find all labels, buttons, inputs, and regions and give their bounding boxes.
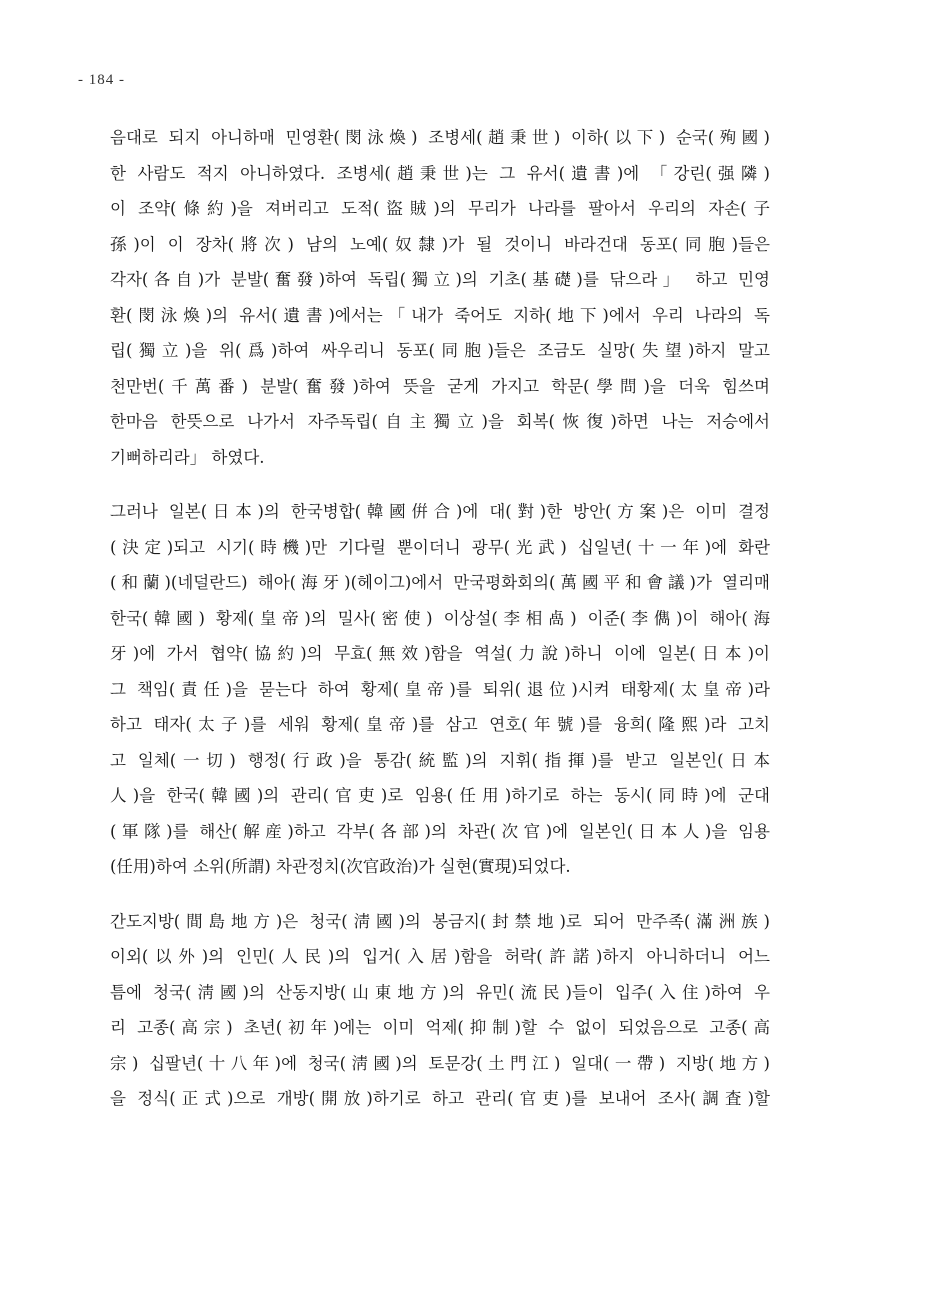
- text-line: 한마음 한뜻으로 나가서 자주독립(自主獨立)을 회복(恢復)하면 나는 저승에서: [110, 412, 770, 431]
- paragraph-gap: [110, 475, 770, 494]
- text-line: 간도지방(間島地方)은 청국(淸國)의 봉금지(封禁地)로 되어 만주족(滿洲族): [110, 911, 770, 931]
- text-line: 人)을 한국(韓國)의 관리(官吏)로 임용(任用)하기로 하는 동시(同時)에 군대: [110, 786, 770, 805]
- text-line: 고 일체(一切) 행정(行政)을 통감(統監)의 지휘(指揮)를 받고 일본인(日本: [110, 750, 770, 770]
- text-line: 孫)이 이 장차(將次) 남의 노예(奴隸)가 될 것이니 바라건대 동포(同胞)들은: [110, 234, 770, 254]
- text-line: 하고 태자(太子)를 세워 황제(皇帝)를 삼고 연호(年號)를 융희(隆熙)라 고치: [110, 715, 770, 734]
- text-line: 한 사람도 적지 아니하였다. 조병세(趙秉世)는 그 유서(遺書)에 「강린(强隣): [110, 163, 770, 183]
- page-number: - 184 -: [78, 72, 125, 88]
- text-line: 한국(韓國) 황제(皇帝)의 밀사(密使) 이상설(李相卨) 이준(李儁)이 해아(海: [110, 608, 770, 628]
- text-line: 립(獨立)을 위(爲)하여 싸우리니 동포(同胞)들은 조금도 실망(失望)하지 말고: [110, 341, 770, 360]
- document-body: [110, 120, 770, 1117]
- text-line: 牙)에 가서 협약(協約)의 무효(無效)함을 역설(力說)하니 이에 일본(日本)이: [110, 644, 770, 663]
- text-line: 그 책임(責任)을 묻는다 하여 황제(皇帝)를 퇴위(退位)시켜 태황제(太皇帝)라: [110, 679, 770, 699]
- text-line: (和蘭)(네덜란드) 해아(海牙)(헤이그)에서 만국평화회의(萬國平和會議)가 열리매: [110, 573, 770, 592]
- paragraph-3: [110, 904, 770, 1117]
- text-line: 宗) 십팔년(十八年)에 청국(淸國)의 토문강(土門江) 일대(一帶) 지방(地方): [110, 1053, 770, 1073]
- paragraph-gap: [110, 885, 770, 904]
- text-line: 기뻐하리라」 하였다.: [110, 447, 265, 467]
- text-line: 음대로 되지 아니하매 민영환(閔泳煥) 조병세(趙秉世) 이하(以下) 순국(殉國): [110, 128, 770, 147]
- text-line: 환(閔泳煥)의 유서(遺書)에서는「내가 죽어도 지하(地下)에서 우리 나라의 독: [110, 305, 770, 325]
- text-line: 이외(以外)의 인민(人民)의 입거(入居)함을 허락(許諾)하지 아니하더니 어느: [110, 947, 770, 966]
- text-line: 리 고종(高宗) 초년(初年)에는 이미 억제(抑制)할 수 없이 되었음으로 고종(高: [110, 1018, 770, 1037]
- text-line: (決定)되고 시기(時機)만 기다릴 뿐이더니 광무(光武) 십일년(十一年)에 화란: [110, 537, 770, 557]
- text-line: 천만번(千萬番) 분발(奮發)하여 뜻을 굳게 가지고 학문(學問)을 더욱 힘쓰며: [110, 376, 770, 396]
- text-line: 각자(各自)가 분발(奮發)하여 독립(獨立)의 기초(基礎)를 닦으라」 하고 민영: [110, 270, 770, 289]
- paragraph-1: [110, 120, 770, 475]
- text-line: (軍隊)를 해산(解産)하고 각부(各部)의 차관(次官)에 일본인(日本人)을 임용: [110, 821, 770, 841]
- text-line: 을 정식(正式)으로 개방(開放)하기로 하고 관리(官吏)를 보내어 조사(調査)할: [110, 1089, 770, 1108]
- text-line: 이 조약(條約)을 져버리고 도적(盜賊)의 무리가 나라를 팔아서 우리의 자손(子: [110, 199, 770, 218]
- paragraph-2: [110, 494, 770, 885]
- text-line: 틈에 청국(淸國)의 산동지방(山東地方)의 유민(流民)들이 입주(入住)하여 우: [110, 982, 770, 1002]
- text-line: (任用)하여 소위(所謂) 차관정치(次官政治)가 실현(實現)되었다.: [110, 857, 571, 876]
- text-line: 그러나 일본(日本)의 한국병합(韓國倂合)에 대(對)한 방안(方案)은 이미 결정: [110, 502, 770, 521]
